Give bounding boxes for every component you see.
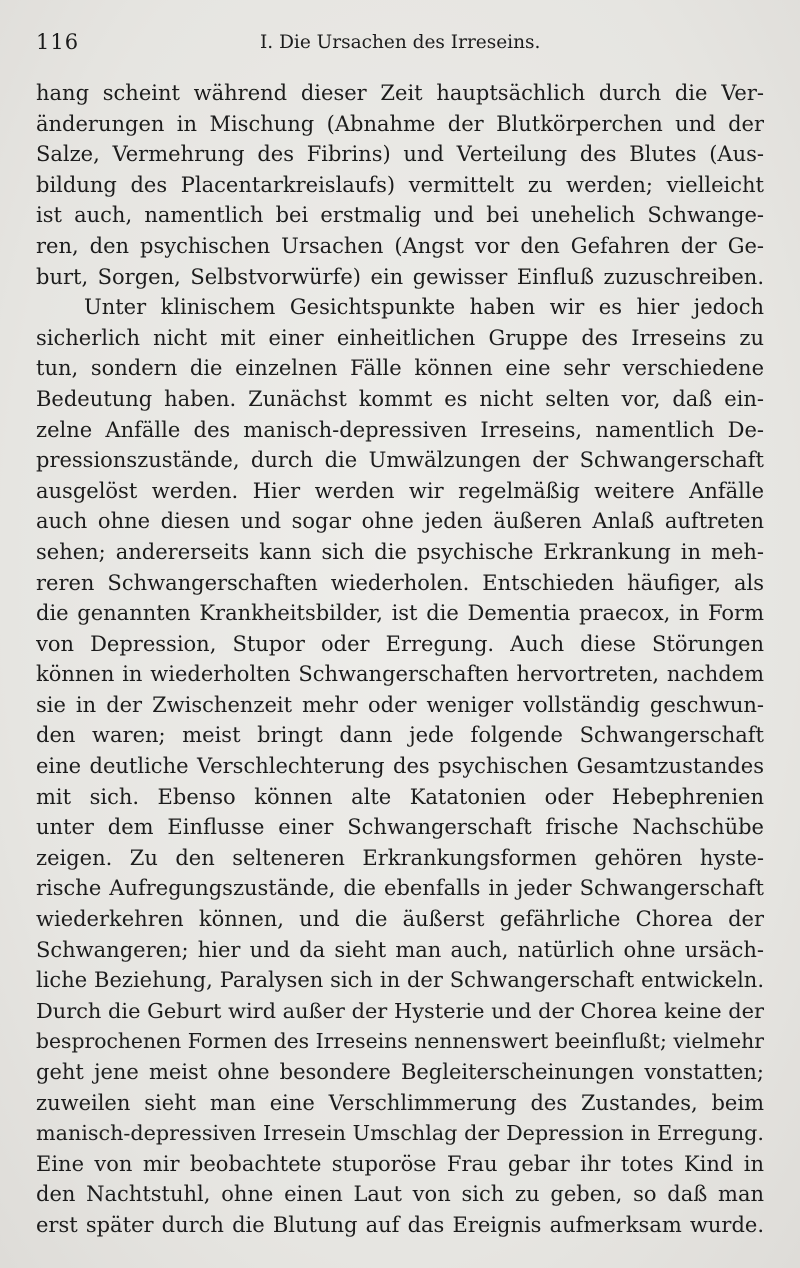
text-line: Unter klinischem Gesichtspunkte haben wir es hier jedoch <box>84 295 764 320</box>
text-line: die genannten Krankheitsbilder, ist die Dementia praecox, in Form <box>36 601 764 626</box>
text-line: zelne Anfälle des manisch-depressiven Irreseins, namentlich De- <box>36 417 764 442</box>
text-line: bildung des Placentarkreislaufs) vermittelt zu werden; vielleicht <box>36 172 764 197</box>
text-line: auch ohne diesen und sogar ohne jeden äußeren Anlaß auftreten <box>36 509 764 534</box>
text-line: wiederkehren können, und die äußerst gefährliche Chorea der <box>36 907 764 932</box>
text-line: reren Schwangerschaften wiederholen. Entschieden häufiger, als <box>36 570 764 595</box>
text-line: den waren; meist bringt dann jede folgende Schwangerschaft <box>36 723 764 748</box>
text-line: geht jene meist ohne besondere Begleiterscheinungen vonstatten; <box>36 1060 764 1084</box>
text-line: zeigen. Zu den selteneren Erkrankungsformen gehören hyste- <box>36 845 764 870</box>
text-line: den Nachtstuhl, ohne einen Laut von sich zu geben, so daß man <box>36 1182 764 1207</box>
text-line: mit sich. Ebenso können alte Katatonien oder Hebephrenien <box>36 784 764 809</box>
text-line: Schwangeren; hier und da sieht man auch, natürlich ohne ursäch- <box>36 937 764 962</box>
body-text <box>36 78 764 1241</box>
text-line: sehen; andererseits kann sich die psychische Erkrankung in meh- <box>36 539 764 564</box>
text-line: tun, sondern die einzelnen Fälle können eine sehr verschiedene <box>36 356 764 381</box>
text-line: hang scheint während dieser Zeit hauptsächlich durch die Ver- <box>36 81 764 105</box>
text-line: ausgelöst werden. Hier werden wir regelmäßig weitere Anfälle <box>36 478 764 503</box>
text-line: unter dem Einflusse einer Schwangerschaft frische Nachschübe <box>36 815 764 840</box>
text-line: manisch-depressiven Irresein Umschlag der Depression in Erregung. <box>36 1121 764 1146</box>
chapter-title: I. Die Ursachen des Irreseins. <box>260 32 541 53</box>
text-line: können in wiederholten Schwangerschaften hervortreten, nachdem <box>36 662 764 687</box>
text-line: Salze, Vermehrung des Fibrins) und Verteilung des Blutes (Aus- <box>36 142 764 167</box>
text-line: sicherlich nicht mit einer einheitlichen Gruppe des Irreseins zu <box>36 325 764 350</box>
text-line: änderungen in Mischung (Abnahme der Blutkörperchen und der <box>36 111 764 136</box>
text-line: liche Beziehung, Paralysen sich in der Schwangerschaft entwickeln. <box>36 968 764 993</box>
running-head <box>36 30 764 64</box>
text-line: besprochenen Formen des Irreseins nennenswert beeinflußt; vielmehr <box>36 1029 764 1054</box>
text-line: burt, Sorgen, Selbstvorwürfe) ein gewisser Einfluß zuzuschreiben. <box>36 264 764 289</box>
text-line: von Depression, Stupor oder Erregung. Auch diese Störungen <box>36 631 764 656</box>
text-line: rische Aufregungszustände, die ebenfalls in jeder Schwangerschaft <box>36 876 764 901</box>
text-line: Bedeutung haben. Zunächst kommt es nicht selten vor, daß ein- <box>36 386 764 411</box>
text-line: ist auch, namentlich bei erstmalig und bei unehelich Schwange- <box>36 203 764 228</box>
text-line: Eine von mir beobachtete stuporöse Frau gebar ihr totes Kind in <box>36 1151 764 1176</box>
text-line: pressionszustände, durch die Umwälzungen der Schwangerschaft <box>36 448 764 473</box>
text-line: zuweilen sieht man eine Verschlimmerung des Zustandes, beim <box>36 1090 764 1115</box>
page-number: 116 <box>36 30 80 54</box>
text-line: ren, den psychischen Ursachen (Angst vor den Gefahren der Ge- <box>36 233 764 258</box>
text-line: eine deutliche Verschlechterung des psychischen Gesamtzustandes <box>36 754 764 779</box>
text-line: Durch die Geburt wird außer der Hysterie und der Chorea keine der <box>36 998 764 1023</box>
text-line: sie in der Zwischenzeit mehr oder weniger vollständig geschwun- <box>36 692 764 717</box>
text-line: erst später durch die Blutung auf das Ereignis aufmerksam wurde. <box>36 1212 764 1237</box>
